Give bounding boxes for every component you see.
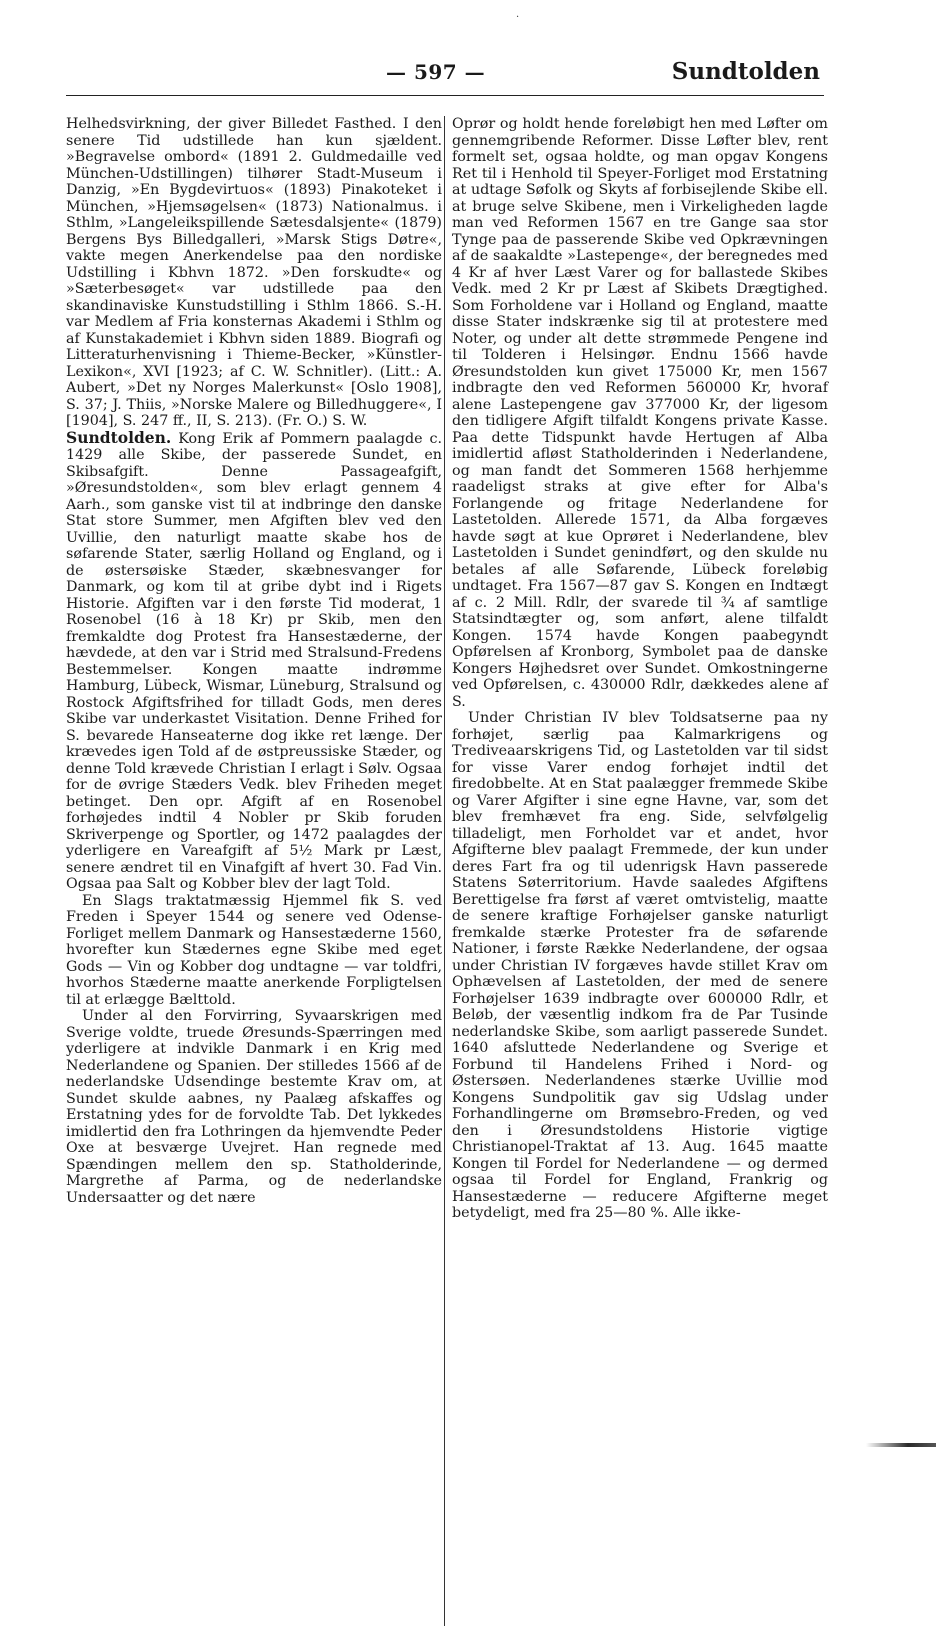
right-column [452,116,828,1222]
paragraph: En Slags traktatmæssig Hjemmel fik S. ved Freden i Speyer 1544 og senere ved Odense-Forliget mellem Danmark og Hansestæderne 1560, hvorefter kun Stædernes egne Skibe med eget Gods — Vin og Kobber dog undtagne — var toldfri, hvorhos Stæderne maatte anerkende Forpligtelsen til at erlægge Bælttold. [66,892,442,1008]
paragraph: Oprør og holdt hende foreløbigt hen med Løfter om gennemgribende Reformer. Disse Løfter blev, rent formelt set, ogsaa holdte, og man opgav Kongens Ret til i Henhold til Speyer-Forliget mod Erstatning at udtage Søfolk og Skyts af forbisejlende Skibe ell. at bruge selve Skibene, men i Virkeligheden lagde man ved Reformen 1567 en tre Gange saa stor Tynge paa de passerende Skibe ved Opkrævningen af de saakaldte »Lastepenge«, der beregnedes med 4 Kr af hver Læst Varer og for ballastede Skibes Vedk. med 2 Kr pr Læst af Skibets Drægtighed. Som Forholdene var i Holland og England, maatte disse Stater indskrænke sig til at protestere med Noter, og under alt dette strømmede Pengene ind til Tolderen i Helsingør. Endnu 1566 havde Øresundstolden kun givet 175000 Kr, men 1567 indbragte den ved Reformen 560000 Kr, hvoraf alene Lastepengene gav 377000 Kr, der ligesom den tidligere Afgift tilfaldt Kongens private Kasse. Paa dette Tidspunkt havde Hertugen af Alba imidlertid afløst Statholderinden i Nederlandene, og man fandt det Sommeren 1568 herhjemme raadeligst straks at give efter for Alba's Forlangende og fritage Nederlandene for Lastetolden. Allerede 1571, da Alba forgæves havde søgt at kue Oprøret i Nederlandene, blev Lastetolden i Sundet genindført, og den skulde nu betales af alle Søfarende, Lübeck foreløbig undtaget. Fra 1567—87 gav S. Kongen en Indtægt af c. 2 Mill. Rdlr, der svarede til ¾ af samtlige Statsindtægter og, som anført, alene tilfaldt Kongen. 1574 havde Kongen paabegyndt Opførelsen af Kronborg, Symbolet paa de danske Kongers Højhedsret over Sundet. Omkostningerne ved Opførelsen, c. 430000 Rdlr, dækkedes alene af S. [452,116,828,710]
scan-artifact [866,1443,936,1447]
entry-paragraph [66,427,443,893]
headword: Sundtolden. [66,427,172,447]
page-number: — 597 — [386,60,486,84]
paragraph: Under Christian IV blev Toldsatserne paa ny forhøjet, særlig paa Kalmarkrigens og Trediveaarskrigens Tid, og Lastetolden var til sidst for visse Varer endog forhøjet indtil det firedobbelte. At en Stat paalægger fremmede Skibe og Varer Afgifter i sine egne Havne, var, som det blev fremhævet fra eng. Side, selvfølgelig tilladeligt, men Forholdet var et andet, hvor Afgifterne blev paalagt Fremmede, der kun under deres Fart fra og til udenrigsk Havn passerede Statens Søterritorium. Havde saaledes Afgiftens Berettigelse fra først af været omtvistelig, maatte de senere kraftige Forhøjelser ganske naturligt fremkalde stærke Protester fra de søfarende Nationer, i første Række Nederlandene, der ogsaa under Christian IV forgæves havde stillet Krav om Ophævelsen af Lastetolden, der med de senere Forhøjelser 1639 indbragte over 600000 Rdlr, et Beløb, der væsentlig indkom fra de Par Tusinde nederlandske Skibe, som aarligt passerede Sundet. 1640 afsluttede Nederlandene og Sverige et Forbund til Handelens Frihed i Nord- og Østersøen. Nederlandenes stærke Uvillie mod Kongens Sundpolitik gav sig Udslag under Forhandlingerne om Brømsebro-Freden, og ved den i Øresundstoldens Historie vigtige Christianopel-Traktat af 13. Aug. 1645 maatte Kongen til Fordel for Nederlandene — og dermed ogsaa til Fordel for England, Frankrig og Hansestæderne — reducere Afgifterne meget betydeligt, med fra 25—80 %. Alle ikke- [452,710,828,1221]
column-divider [444,116,445,1626]
scan-mark: · [516,12,520,23]
page-header [66,60,820,92]
left-column [66,116,442,1206]
header-rule [66,95,824,96]
paragraph: Under al den Forvirring, Syvaarskrigen med Sverige voldte, truede Øresunds-Spærringen med yderligere at indvikle Danmark i en Krig med Nederlandene og Spanien. Der stilledes 1566 af de nederlandske Udsendinge bestemte Krav om, at Sundet skulde aabnes, ny Paalæg afskaffes og Erstatning ydes for de forvoldte Tab. Det lykkedes imidlertid den fra Lothringen da hjemvendte Peder Oxe at besværge Uvejret. Han regnede med Spændingen mellem den sp. Statholderinde, Margrethe af Parma, og de nederlandske Undersaatter og det nære [66,1008,442,1206]
paragraph: Helhedsvirkning, der giver Billedet Fasthed. I den senere Tid udstillede han kun sjældent. »Begravelse ombord« (1891 2. Guldmedaille ved München-Udstillingen) tilhører Stadt-Museum i Danzig, »En Bygdevirtuos« (1893) Pinakoteket i München, »Hjemsøgelsen« (1873) Nationalmus. i Sthlm, »Langeleikspillende Sætesdalsjente« (1879) Bergens Bys Billedgalleri, »Marsk Stigs Døtre«, vakte megen Anerkendelse paa den nordiske Udstilling i Kbhvn 1872. »Den forskudte« og »Sæterbesøget« var udstillede paa den skandinaviske Kunstudstilling i Sthlm 1866. S.-H. var Medlem af Fria konsternas Akademi i Sthlm og af Kunstakademiet i Kbhvn siden 1889. Biografi og Litteraturhenvisning i Thieme-Becker, »Künstler-Lexikon«, XVI [1923; af C. W. Schnitler). (Litt.: A. Aubert, »Det ny Norges Malerkunst« [Oslo 1908], S. 37; J. Thiis, »Norske Malere og Billedhuggere«, I [1904], S. 247 ff., II, S. 213). (Fr. O.) S. W. [66,116,442,429]
running-head: Sundtolden [671,58,820,85]
entry-text: Kong Erik af Pommern paalagde c. 1429 alle Skibe, der passerede Sundet, en Skibsafgift. Denne Passageafgift, »Øresundstolden«, som blev erlagt gennem 4 Aarh., som ganske vist til at indbringe den danske Stat store Summer, men Afgiften blev ved den Uvillie, den naturligt maatte skabe hos de søfarende Stater, særlig Holland og England, og i de østersøiske Stæder, skæbnesvanger for Danmark, og kom til at gribe dybt ind i Rigets Historie. Afgiften var i den første Tid moderat, 1 Rosenobel (16 à 18 Kr) pr Skib, men den fremkaldte dog Protest fra Hansestæderne, der hævdede, at den var i Strid med Stralsund-Fredens Bestemmelser. Kongen maatte indrømme Hamburg, Lübeck, Wismar, Lüneburg, Stralsund og Rostock Afgiftsfrihed for tilladt Gods, men deres Skibe var underkastet Visitation. Denne Frihed for S. bevarede Hanseaterne dog ikke ret længe. Der krævedes igen Told af de østpreussiske Stæder, og denne Told krævede Christian I erlagt i Sølv. Ogsaa for de øvrige Stæders Vedk. blev Friheden meget betinget. Den opr. Afgift af en Rosenobel forhøjedes indtil 4 Nobler pr Skib foruden Skriverpenge og Sportler, og 1472 paalagdes der yderligere en Vareafgift af 5½ Mark pr Læst, senere ændret til en Vinafgift af hvert 30. Fad Vin. Ogsaa paa Salt og Kobber blev der lagt Told. [66,430,443,892]
